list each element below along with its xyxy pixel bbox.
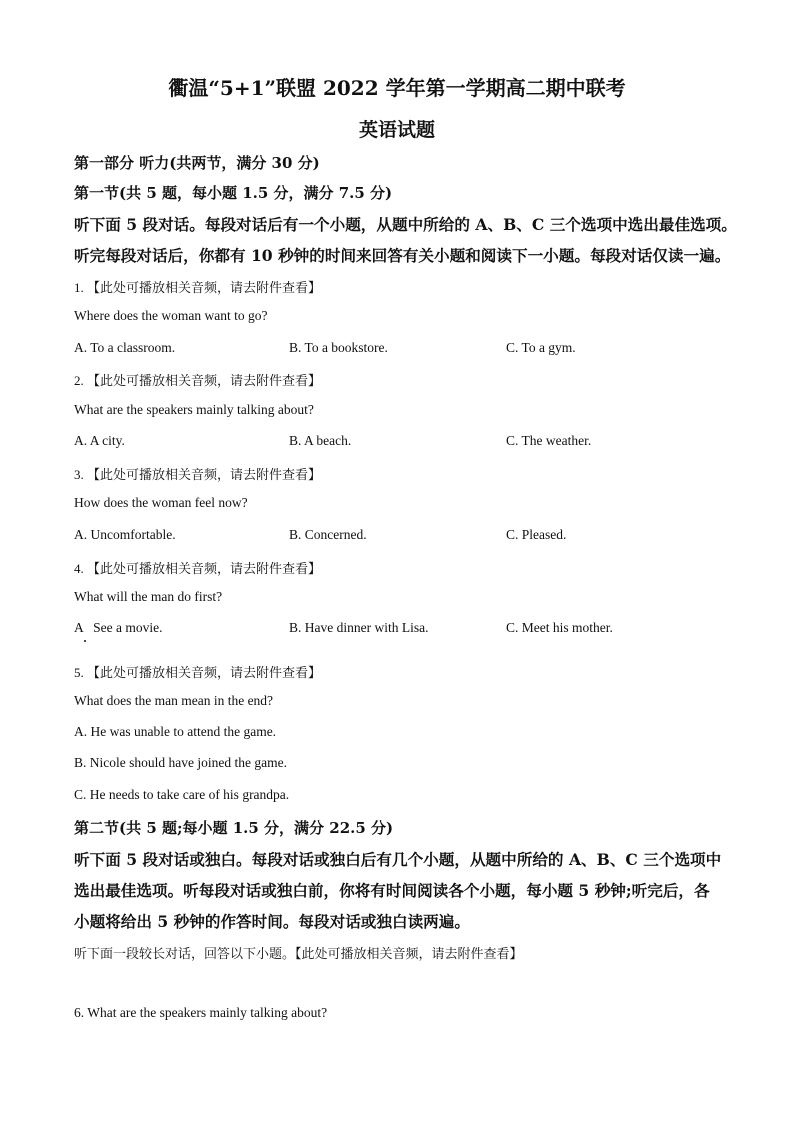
- question-5-stem: What does the man mean in the end?: [74, 693, 274, 708]
- question-3-audio-marker: 3. 【此处可播放相关音频，请去附件查看】: [74, 467, 322, 482]
- question-6-stem: 6. What are the speakers mainly talking about?: [74, 1005, 328, 1020]
- question-3-option-b: B. Concerned.: [289, 527, 367, 542]
- question-1-audio-marker: 1. 【此处可播放相关音频，请去附件查看】: [74, 280, 322, 295]
- question-2-option-b: B. A beach.: [289, 433, 352, 448]
- exam-title: 衢温“5+1”联盟 2022 学年第一学期高二期中联考: [168, 76, 626, 100]
- question-3-option-c: C. Pleased.: [506, 527, 567, 542]
- question-4-stem: What will the man do first?: [74, 589, 223, 604]
- question-1-option-b: B. To a bookstore.: [289, 340, 388, 355]
- question-1-stem: Where does the woman want to go?: [74, 308, 268, 323]
- question-4-audio-marker: 4. 【此处可播放相关音频，请去附件查看】: [74, 561, 322, 576]
- part1-heading: 第一部分 听力(共两节，满分 30 分): [74, 154, 320, 172]
- question-4-option-c: C. Meet his mother.: [506, 620, 613, 635]
- section1-heading: 第一节(共 5 题，每小题 1.5 分，满分 7.5 分): [74, 184, 393, 202]
- section2-instruction-line2: 选出最佳选项。听每段对话或独白前，你将有时间阅读各个小题，每小题 5 秒钟;听完后，各: [74, 881, 710, 900]
- question-2-option-a: A. A city.: [74, 433, 125, 448]
- exam-subtitle: 英语试题: [358, 119, 435, 141]
- question-5-option-c: C. He needs to take care of his grandpa.: [74, 787, 290, 802]
- question-2-option-c: C. The weather.: [506, 433, 592, 448]
- question-3-stem: How does the woman feel now?: [74, 495, 248, 510]
- section2-instruction-line3: 小题将给出 5 秒钟的作答时间。每段对话或独白读两遍。: [74, 912, 470, 931]
- section1-instruction-line1: 听下面 5 段对话。每段对话后有一个小题，从题中所给的 A、B、C 三个选项中选出最佳选项。: [74, 215, 737, 234]
- question-3-option-a: A. Uncomfortable.: [74, 527, 176, 542]
- section1-instruction-line2: 听完每段对话后，你都有 10 秒钟的时间来回答有关小题和阅读下一小题。每段对话仅读一遍。: [74, 246, 731, 265]
- question-1-option-a: A. To a classroom.: [74, 340, 176, 355]
- question-4-option-b: B. Have dinner with Lisa.: [289, 620, 429, 635]
- question-2-stem: What are the speakers mainly talking about?: [74, 402, 314, 417]
- option-a-dot-mark: [84, 640, 86, 642]
- question-2-audio-marker: 2. 【此处可播放相关音频，请去附件查看】: [74, 373, 322, 388]
- question-5-option-a: A. He was unable to attend the game.: [74, 724, 277, 739]
- question-1-option-c: C. To a gym.: [506, 340, 576, 355]
- section2-instruction-line1: 听下面 5 段对话或独白。每段对话或独白后有几个小题，从题中所给的 A、B、C 三个选项中: [74, 850, 722, 869]
- question-4-option-a: A See a movie.: [74, 620, 163, 635]
- question-5-option-b: B. Nicole should have joined the game.: [74, 755, 287, 770]
- section2-audio-note: 听下面一段较长对话，回答以下小题。【此处可播放相关音频，请去附件查看】: [74, 946, 523, 961]
- question-5-audio-marker: 5. 【此处可播放相关音频，请去附件查看】: [74, 665, 322, 680]
- section2-heading: 第二节(共 5 题;每小题 1.5 分，满分 22.5 分): [74, 819, 394, 837]
